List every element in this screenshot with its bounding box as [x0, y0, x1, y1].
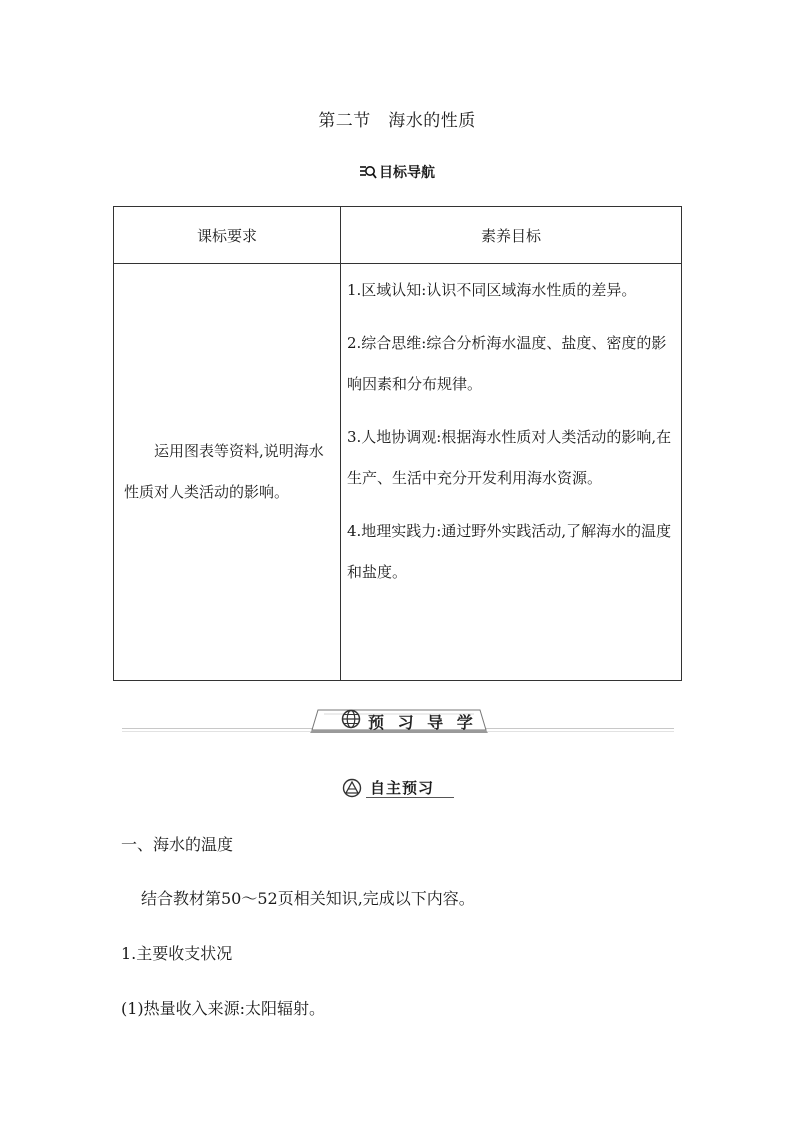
- goal-table: [113, 206, 682, 681]
- page-title: 第二节 海水的性质: [318, 111, 476, 131]
- literacy-goals-cell: [341, 264, 682, 681]
- item-heat-income-source: (1)热量收入来源:太阳辐射。: [121, 999, 326, 1018]
- objective-item: 3.人地协调观:根据海水性质对人类活动的影响,在生产、生活中充分开发利用海水资源。: [347, 428, 672, 487]
- goal-navigation-label: 目标导航: [379, 165, 435, 181]
- curriculum-requirement-cell: [114, 264, 341, 681]
- self-study-icon: [342, 778, 364, 798]
- self-study-underline: [366, 797, 454, 798]
- header-curriculum-requirement: 课标要求: [114, 207, 341, 264]
- self-study-heading: 自主预习: [370, 779, 435, 797]
- header-literacy-goals: 素养目标: [341, 207, 682, 264]
- objective-item: 1.区域认知:认识不同区域海水性质的差异。: [347, 281, 637, 299]
- item-main-budget: 1.主要收支状况: [121, 944, 233, 963]
- search-list-icon: [359, 164, 377, 184]
- instruction-text: 结合教材第50～52页相关知识,完成以下内容。: [141, 889, 475, 908]
- globe-icon: [341, 709, 361, 729]
- goal-navigation-heading: [0, 162, 794, 184]
- objective-item: 4.地理实践力:通过野外实践活动,了解海水的温度和盐度。: [347, 522, 672, 581]
- preview-banner-label: 预 习 导 学: [368, 713, 477, 732]
- section-heading-sea-temperature: 一、海水的温度: [121, 835, 234, 854]
- curriculum-requirement-text: 运用图表等资料,说明海水性质对人类活动的影响。: [124, 442, 324, 501]
- objective-item: 2.综合思维:综合分析海水温度、盐度、密度的影响因素和分布规律。: [347, 334, 667, 393]
